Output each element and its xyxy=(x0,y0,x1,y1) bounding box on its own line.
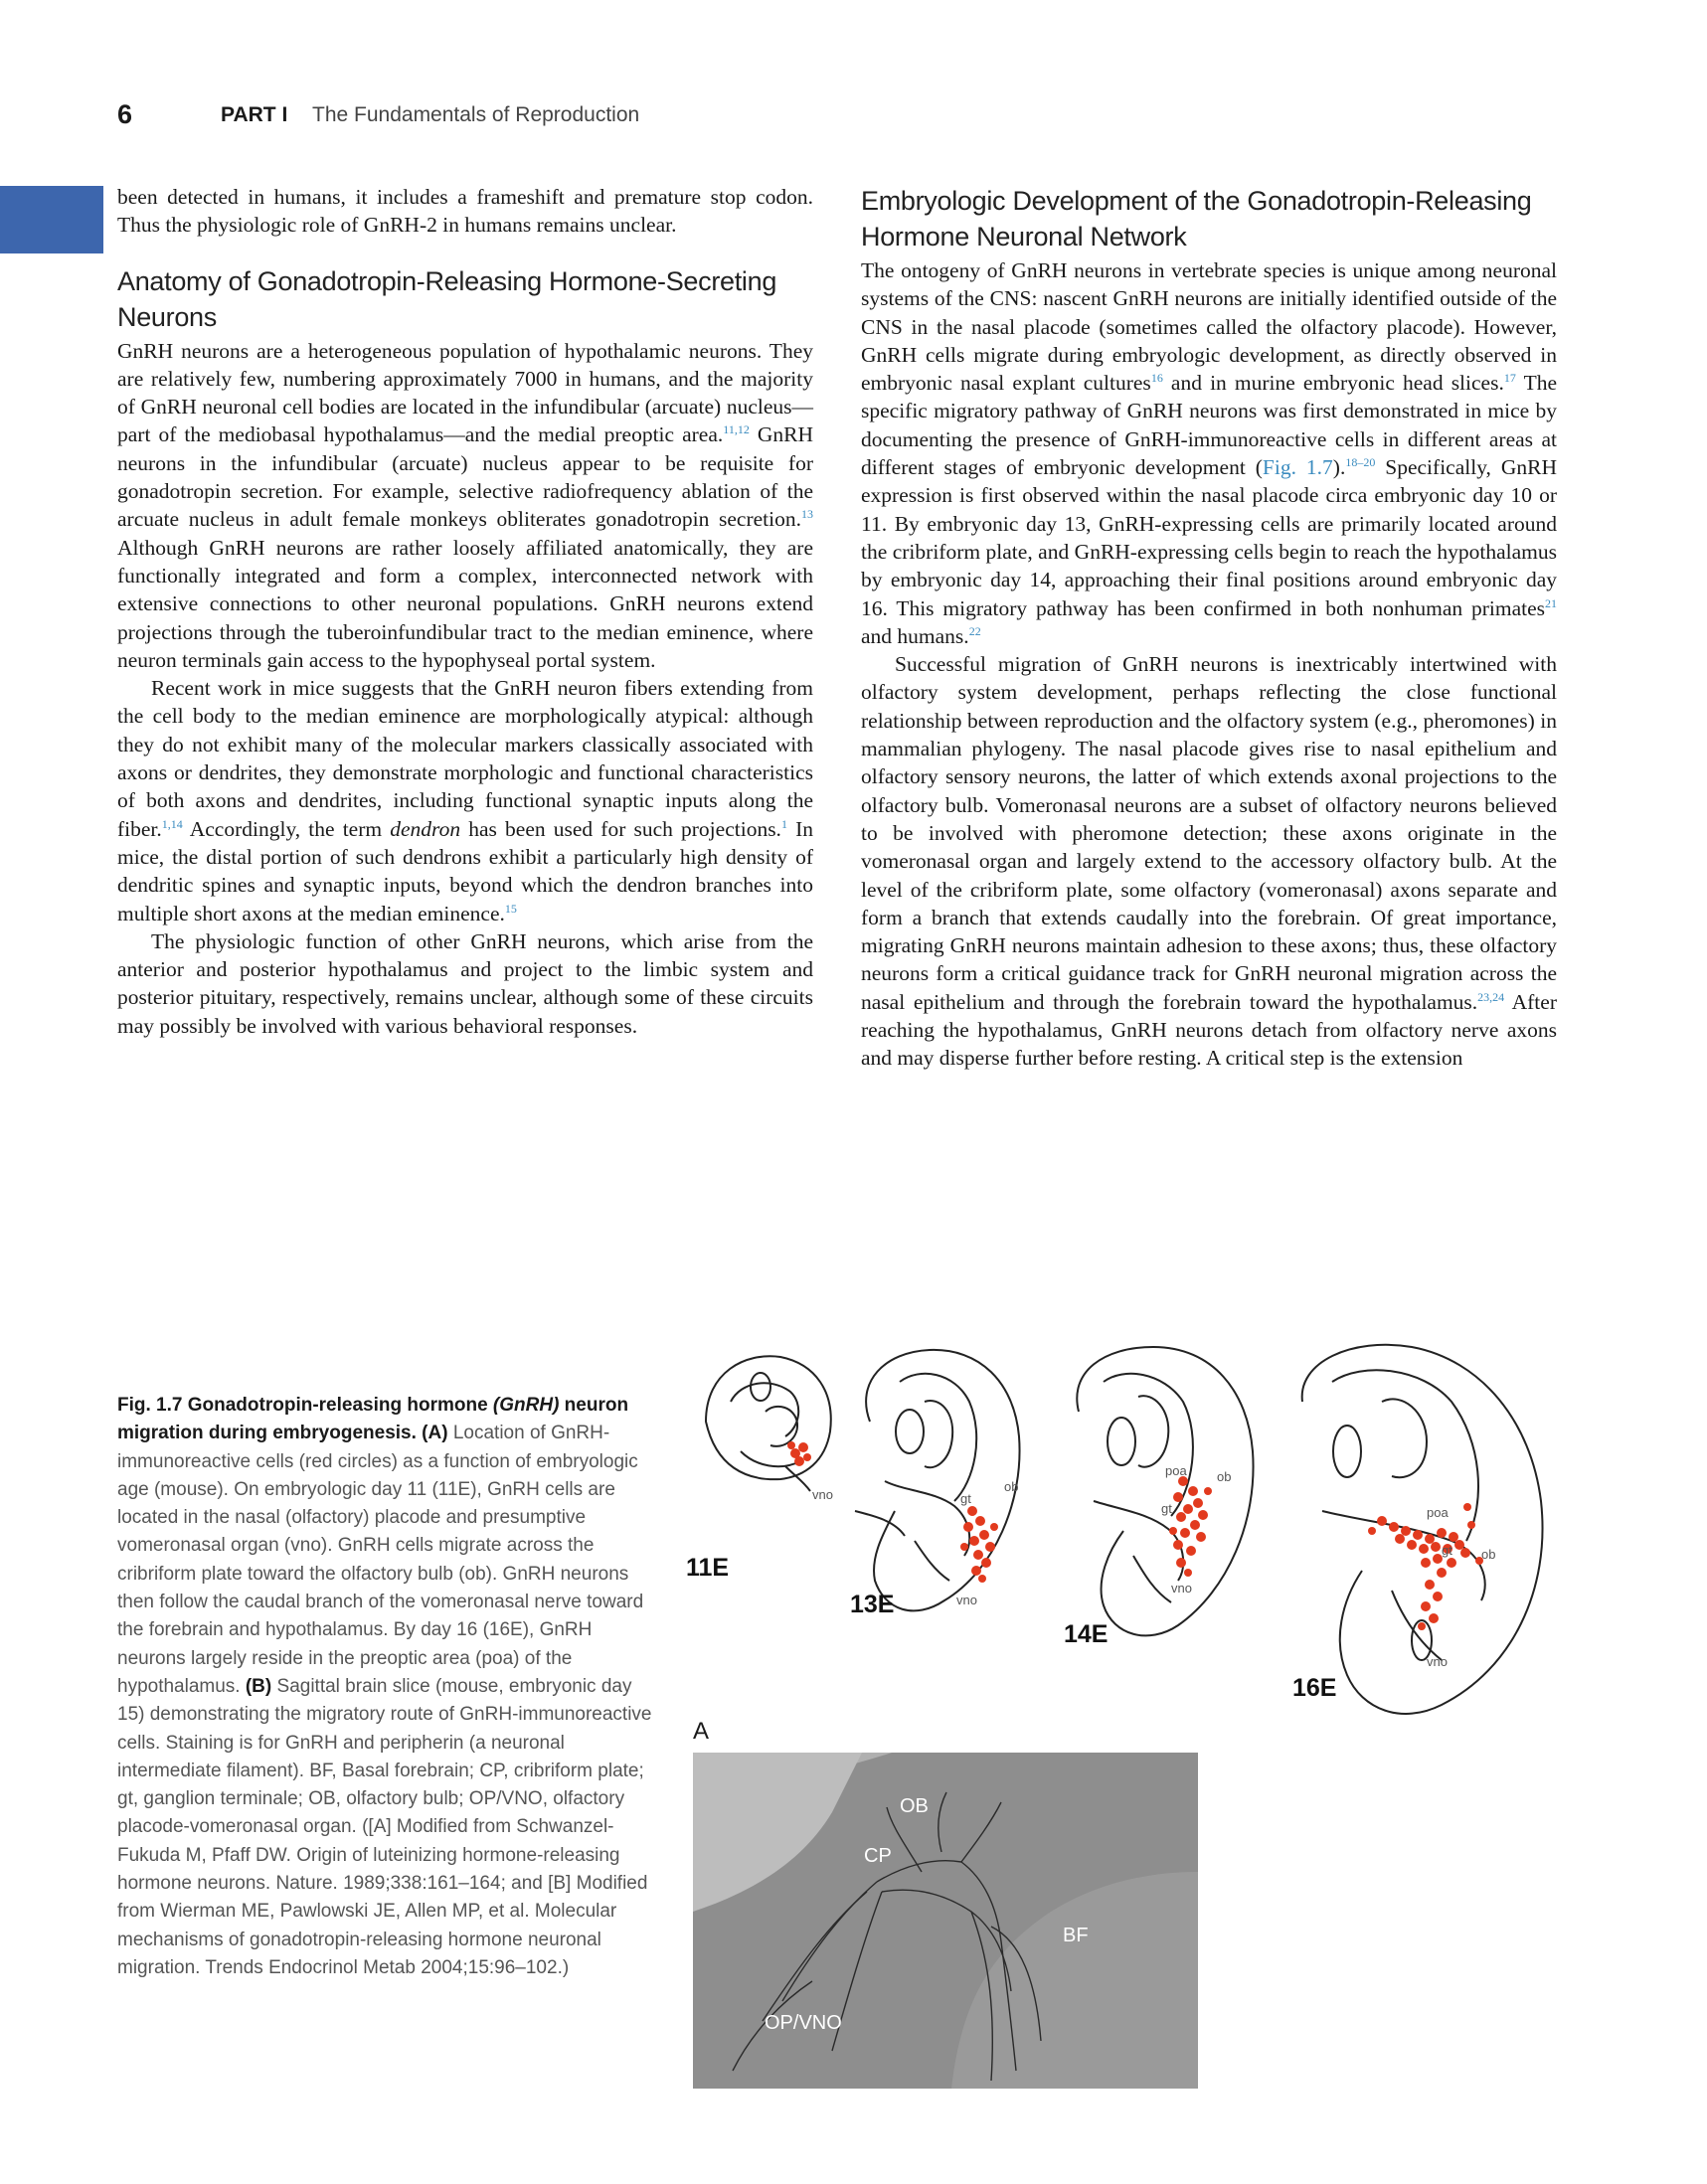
citation[interactable]: 1 xyxy=(780,816,787,831)
brain-slice-micrograph xyxy=(693,1753,1198,2089)
citation[interactable]: 18–20 xyxy=(1345,454,1376,469)
label-poa-14e: poa xyxy=(1165,1463,1187,1478)
brain-sections-illustration xyxy=(686,1342,1561,1760)
label-gt-13e: gt xyxy=(960,1491,971,1506)
label-ob-13e: ob xyxy=(1004,1479,1019,1494)
citation[interactable]: 15 xyxy=(504,901,517,916)
gnrh-cells-14e xyxy=(1169,1476,1212,1577)
caption-body-b: Sagittal brain slice (mouse, embryonic day 15) demonstrating the migratory route of GnRH-immunoreactive cells. Staining is for GnRH and peripherin (a neuronal intermediate filament). BF, Basal forebrain; CP, cribriform plate; gt, ganglion terminale; OB, olfactory bulb; OP/VNO, olfactory placode-vomeronasal organ. ([A] Modified from Schwanzel-Fukuda M, Pfaff DW. Origin of luteinizing hormone-releasing hormone neurons. Nature. 1989;338:161–164; and [B] Modified from Wierman ME, Pawlowski JE, Allen MP, et al. Molecular mechanisms of gonadotropin-releasing hormone neuronal migration. Trends Endocrinol Metab 2004;15:96–102.) xyxy=(117,1675,652,1978)
label-poa-16e: poa xyxy=(1427,1505,1449,1520)
anatomy-paragraph-2: Recent work in mice suggests that the GnRH neuron fibers extending from the cell body to the median eminence are morphologically atypical: although they do not exhibit many of the molecular markers classically associated with axons or dendrites, they demonstrate morphologic and functional characteristics of both axons and dendrites, including functional synaptic inputs along the fiber.$^{1,14}$ Accordingly, the term dendron has been used for such projections.$^1$ In mice, the distal portion of such dendrons exhibit a particularly high density of dendritic spines and synaptic inputs, beyond which the dendron branches into multiple short axons at the median eminence.$^{15}$ xyxy=(117,676,813,925)
page-number: 6 xyxy=(117,99,133,129)
part-label: PART I xyxy=(221,103,288,126)
citation[interactable]: 22 xyxy=(968,623,981,638)
embryology-paragraph-2: Successful migration of GnRH neurons is inextricably intertwined with olfactory system development, perhaps reflecting the close functional relationship between reproduction and the olfactory system (e.g., pheromones) in mammalian phylogeny. The nasal placode gives rise to nasal epithelium and olfactory sensory neurons, the latter of which extends axonal projections to the olfactory bulb. Vomeronasal neurons are a subset of olfactory neurons believed to be involved with pheromone detection; these axons originate in the vomeronasal organ and largely extend to the accessory olfactory bulb. At the level of the cribriform plate, some olfactory (vomeronasal) axons separate and form a branch that extends caudally into the forebrain. Of great importance, migrating GnRH neurons maintain adhesion to these axons; thus, these olfactory neurons form a critical guidance track for GnRH neuronal migration across the nasal epithelium and through the forebrain toward the hypothalamus.$^{23,24}$ After reaching the hypothalamus, GnRH neurons detach from olfactory nerve axons and may disperse further before resting. A critical step is the extension xyxy=(861,652,1557,1071)
section-heading-anatomy: Anatomy of Gonadotropin-Releasing Hormone-Secreting Neurons xyxy=(117,265,777,332)
age-label-11e: 11E xyxy=(686,1554,730,1582)
age-label-16e: 16E xyxy=(1292,1674,1337,1702)
gnrh-cells-11e xyxy=(787,1441,811,1466)
photo-label-ob: OB xyxy=(900,1795,929,1817)
panel-a-label: A xyxy=(693,1718,710,1745)
citation[interactable]: 16 xyxy=(1150,371,1163,386)
intro-paragraph: been detected in humans, it includes a frameshift and premature stop codon. Thus the physiologic role of GnRH-2 in humans remains unclear. xyxy=(117,185,813,238)
citation[interactable]: 11,12 xyxy=(723,422,750,437)
anatomy-paragraph-3: The physiologic function of other GnRH neurons, which arise from the anterior and posterior hypothalamus and project to the limbic system and posterior pituitary, respectively, remains unclear, although some of these circuits may possibly be involved with various behavioral responses. xyxy=(117,928,813,1038)
micrograph-drawing xyxy=(693,1753,1198,2089)
right-column xyxy=(861,183,1557,1073)
citation[interactable]: 1,14 xyxy=(161,816,183,831)
section-16e xyxy=(1302,1345,1543,1714)
embryology-paragraph-1: The ontogeny of GnRH neurons in vertebrate species is unique among neuronal systems of the CNS: nascent GnRH neurons are initially identified outside of the CNS in the nasal placode (sometimes called the olfactory placode). However, GnRH cells migrate during embryologic development, as directly observed in embryonic nasal explant cultures$^{16}$ and in murine embryonic head slices.$^{17}$ The specific migratory pathway of GnRH neurons was first demonstrated in mice by documenting the presence of GnRH-immunoreactive cells in different areas at different stages of embryonic development (Fig. 1.7).$^{18-20}$ Specifically, GnRH expression is first observed within the nasal placode circa embryonic day 10 or 11. By embryonic day 13, GnRH-expressing cells are primarily located around the cribriform plate, and GnRH-expressing cells begin to reach the hypothalamus by embryonic day 14, approaching their final positions around embryonic day 16. This migratory pathway has been confirmed in both nonhuman primates$^{21}$ and humans.$^{22}$ xyxy=(861,258,1557,648)
citation[interactable]: 13 xyxy=(801,507,813,522)
label-vno-11e: vno xyxy=(812,1487,833,1502)
label-vno-13e: vno xyxy=(956,1593,977,1607)
gnrh-cells-13e xyxy=(960,1506,998,1583)
part-title: The Fundamentals of Reproduction xyxy=(312,103,640,126)
label-ob-16e: ob xyxy=(1481,1547,1496,1562)
figure-reference-link[interactable]: Fig. 1.7 xyxy=(1262,455,1333,480)
term-dendron: dendron xyxy=(390,816,461,841)
figure-caption xyxy=(117,1392,654,1982)
section-11e xyxy=(706,1356,831,1491)
label-gt-16e: gt xyxy=(1442,1543,1452,1558)
section-heading-embryology: Embryologic Development of the Gonadotropin-Releasing Hormone Neuronal Network xyxy=(861,186,1532,252)
caption-heading: Fig. 1.7 Gonadotropin-releasing hormone (GnRH) neuron migration during embryogenesis. (A) xyxy=(117,1395,629,1444)
caption-panel-b-label: (B) xyxy=(245,1675,272,1697)
chapter-tab-marker xyxy=(0,186,103,253)
label-ob-14e: ob xyxy=(1217,1469,1232,1484)
section-13e xyxy=(855,1350,1020,1610)
label-vno-14e: vno xyxy=(1171,1581,1192,1596)
section-14e xyxy=(1077,1347,1253,1635)
photo-label-bf: BF xyxy=(1063,1925,1089,1946)
age-label-14e: 14E xyxy=(1064,1620,1109,1648)
age-label-13e: 13E xyxy=(850,1591,895,1618)
gnrh-cells-16e xyxy=(1368,1503,1483,1630)
photo-label-opvno: OP/VNO xyxy=(765,2012,842,2034)
label-vno-16e: vno xyxy=(1427,1654,1448,1669)
anatomy-paragraph-1: GnRH neurons are a heterogeneous population of hypothalamic neurons. They are relatively few, numbering approximately 7000 in humans, and the majority of GnRH neuronal cell bodies are located in the infundibular (arcuate) nucleus—part of the mediobasal hypothalamus—and the medial preoptic area.$^{11,12}$ GnRH neurons in the infundibular (arcuate) nucleus appear to be requisite for gonadotropin secretion. For example, selective radiofrequency ablation of the arcuate nucleus in adult female monkeys obliterates gonadotropin secretion.$^{13}$ Although GnRH neurons are rather loosely affiliated anatomically, they are functionally integrated and form a complex, interconnected network with extensive connections to other neuronal populations. GnRH neurons extend projections through the tuberoinfundibular tract to the median eminence, where neuron terminals gain access to the hypophyseal portal system. xyxy=(117,338,813,672)
citation[interactable]: 23,24 xyxy=(1477,989,1505,1004)
label-gt-14e: gt xyxy=(1161,1501,1172,1516)
caption-body-a: Location of GnRH-immunoreactive cells (red circles) as a function of embryologic age (mouse). On embryologic day 11 (11E), GnRH cells are located in the nasal (olfactory) placode and presumptive vomeronasal organ (vno). GnRH cells migrate across the cribriform plate toward the olfactory bulb (ob). GnRH neurons then follow the caudal branch of the vomeronasal nerve toward the forebrain and hypothalamus. By day 16 (16E), GnRH neurons largely reside in the preoptic area (poa) of the hypothalamus. xyxy=(117,1423,644,1697)
photo-label-cp: CP xyxy=(864,1845,892,1867)
citation[interactable]: 17 xyxy=(1503,371,1516,386)
left-column xyxy=(117,183,813,1040)
citation[interactable]: 21 xyxy=(1545,595,1557,610)
